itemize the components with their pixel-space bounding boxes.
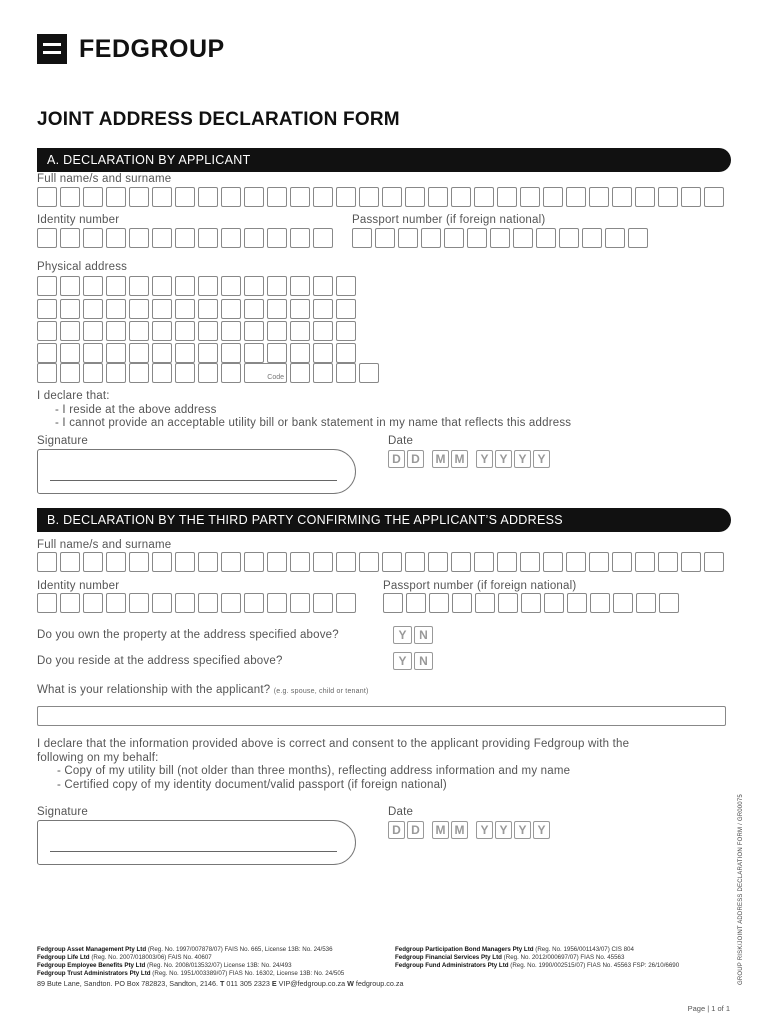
a-full-name-box[interactable] [267,187,287,207]
a-passport-box[interactable] [352,228,372,248]
a-address-box[interactable] [37,343,57,363]
a-identity-box[interactable] [175,228,195,248]
relationship-hint: (e.g. spouse, child or tenant) [273,688,369,695]
year-box[interactable]: Y [476,450,493,468]
b-identity-field[interactable] [37,593,359,613]
a-full-name-box[interactable] [635,187,655,207]
a-full-name-box[interactable] [221,187,241,207]
a-identity-box[interactable] [37,228,57,248]
a-passport-box[interactable] [536,228,556,248]
footer-phone[interactable]: 011 305 2323 [226,979,270,988]
a-address-box[interactable] [37,321,57,341]
b-date-label: Date [388,806,414,818]
a-full-name-box[interactable] [543,187,563,207]
b-full-name-box[interactable] [267,552,287,572]
b-full-name-box[interactable] [543,552,563,572]
a-passport-box[interactable] [398,228,418,248]
b-full-name-box[interactable] [681,552,701,572]
a-address-box[interactable] [313,276,333,296]
yes-box[interactable]: Y [393,626,412,644]
a-passport-box[interactable] [375,228,395,248]
b-full-name-box[interactable] [451,552,471,572]
b-full-name-box[interactable] [658,552,678,572]
a-identity-label: Identity number [37,214,120,226]
b-passport-box[interactable] [452,593,472,613]
b-declaration [37,738,629,792]
a-full-name-box[interactable] [152,187,172,207]
a-address-box[interactable] [106,321,126,341]
footer-right [395,946,679,970]
b-full-name-box[interactable] [359,552,379,572]
a-address-box[interactable] [60,276,80,296]
b-signature-label: Signature [37,806,89,818]
yes-box[interactable]: Y [393,652,412,670]
a-address-box[interactable] [267,299,287,319]
a-full-name-box[interactable] [612,187,632,207]
a-address-box[interactable] [129,321,149,341]
b-full-name-box[interactable] [405,552,425,572]
a-address-box[interactable] [83,276,103,296]
a-address-box[interactable] [198,321,218,341]
a-address-box[interactable] [37,363,57,383]
year-box[interactable]: Y [533,821,550,839]
a-passport-box[interactable] [559,228,579,248]
a-address-box[interactable] [129,276,149,296]
year-box[interactable]: Y [514,821,531,839]
a-address-box[interactable] [106,276,126,296]
b-full-name-box[interactable] [60,552,80,572]
footer-contact: 89 Bute Lane, Sandton. PO Box 782823, Sandton, 2146. T 011 305 2323 E VIP@fedgroup.co.za W fedgroup.co.za [37,979,404,988]
b-full-name-box[interactable] [290,552,310,572]
a-identity-box[interactable] [129,228,149,248]
b-relationship-input[interactable] [37,706,726,726]
a-address-box[interactable] [336,276,356,296]
a-address-row-5[interactable] [37,363,382,383]
b-full-name-box[interactable] [106,552,126,572]
a-identity-box[interactable] [267,228,287,248]
b-passport-box[interactable] [636,593,656,613]
a-full-name-box[interactable] [359,187,379,207]
a-full-name-box[interactable] [336,187,356,207]
a-identity-box[interactable] [83,228,103,248]
a-address-box[interactable] [129,343,149,363]
a-address-box[interactable] [37,299,57,319]
month-box[interactable]: M [451,450,468,468]
a-date-label: Date [388,435,414,447]
a-address-box[interactable] [83,299,103,319]
day-box[interactable]: D [388,450,405,468]
a-identity-box[interactable] [290,228,310,248]
a-code-digit-box[interactable] [336,363,356,383]
b-date-field[interactable] [388,821,552,839]
footer-email[interactable]: VIP@fedgroup.co.za [278,979,346,988]
b-full-name-box[interactable] [474,552,494,572]
a-passport-box[interactable] [605,228,625,248]
section-a-header: A. DECLARATION BY APPLICANT [37,148,731,172]
code-label: Code [267,374,284,381]
year-box[interactable]: Y [495,450,512,468]
a-full-name-box[interactable] [704,187,724,207]
b-declare-line-2: following on my behalf: [37,751,159,764]
a-passport-box[interactable] [421,228,441,248]
b-passport-box[interactable] [498,593,518,613]
a-address-box[interactable] [221,299,241,319]
b-full-name-box[interactable] [221,552,241,572]
signature-line [50,851,337,852]
signature-line [50,480,337,481]
b-full-name-box[interactable] [175,552,195,572]
a-address-box[interactable] [198,299,218,319]
a-full-name-box[interactable] [37,187,57,207]
a-address-box[interactable] [221,363,241,383]
fedgroup-logo [37,34,225,64]
b-full-name-box[interactable] [635,552,655,572]
a-address-box[interactable] [290,321,310,341]
b-full-name-box[interactable] [520,552,540,572]
a-full-name-box[interactable] [589,187,609,207]
a-code-box[interactable] [244,363,287,383]
footer-company: Fedgroup Trust Administrators Pty Ltd (Reg. No. 1951/003389/07) FIAS No. 16302, License 13B: No. 24/505 [37,970,345,977]
a-address-box[interactable] [106,363,126,383]
b-identity-box[interactable] [60,593,80,613]
footer-website[interactable]: fedgroup.co.za [355,979,404,988]
a-full-name-box[interactable] [497,187,517,207]
a-address-box[interactable] [336,299,356,319]
a-declaration [37,390,571,431]
day-box[interactable]: D [388,821,405,839]
a-address-box[interactable] [244,343,264,363]
a-passport-box[interactable] [467,228,487,248]
a-full-name-box[interactable] [60,187,80,207]
a-address-box[interactable] [267,276,287,296]
b-full-name-box[interactable] [83,552,103,572]
a-address-box[interactable] [244,276,264,296]
b-identity-box[interactable] [313,593,333,613]
a-passport-box[interactable] [490,228,510,248]
b-identity-box[interactable] [290,593,310,613]
b-full-name-box[interactable] [313,552,333,572]
a-code-digit-box[interactable] [359,363,379,383]
a-address-box[interactable] [290,299,310,319]
a-address-box[interactable] [175,321,195,341]
b-declare-item-1: - Copy of my utility bill (not older than three months), reflecting address information and my name [57,765,571,777]
b-passport-box[interactable] [544,593,564,613]
b-identity-box[interactable] [267,593,287,613]
a-full-name-box[interactable] [451,187,471,207]
a-full-name-box[interactable] [106,187,126,207]
a-identity-box[interactable] [152,228,172,248]
b-passport-box[interactable] [475,593,495,613]
a-address-box[interactable] [244,299,264,319]
a-address-row-4[interactable] [37,343,359,363]
a-identity-box[interactable] [198,228,218,248]
a-address-box[interactable] [336,343,356,363]
a-declare-intro: I declare that: [37,390,110,402]
a-full-name-box[interactable] [658,187,678,207]
a-address-box[interactable] [60,299,80,319]
a-passport-box[interactable] [628,228,648,248]
a-declare-item-2: - I cannot provide an acceptable utility bill or bank statement in my name that reflects this address [55,417,572,429]
a-address-box[interactable] [152,276,172,296]
b-identity-box[interactable] [221,593,241,613]
a-passport-box[interactable] [582,228,602,248]
b-passport-box[interactable] [567,593,587,613]
a-address-row-2[interactable] [37,299,359,319]
a-address-box[interactable] [129,299,149,319]
a-full-name-box[interactable] [382,187,402,207]
b-full-name-box[interactable] [612,552,632,572]
b-full-name-box[interactable] [152,552,172,572]
a-address-box[interactable] [198,363,218,383]
b-passport-box[interactable] [521,593,541,613]
b-identity-box[interactable] [37,593,57,613]
a-identity-box[interactable] [106,228,126,248]
a-address-box[interactable] [313,321,333,341]
b-identity-box[interactable] [106,593,126,613]
b-passport-box[interactable] [383,593,403,613]
b-passport-box[interactable] [613,593,633,613]
relationship-question-text: What is your relationship with the applicant? [37,684,271,696]
page-number: Page | 1 of 1 [687,1004,730,1013]
footer-company: Fedgroup Employee Benefits Pty Ltd (Reg. No. 2008/013532/07) License 13B: No. 24/493 [37,962,292,969]
b-passport-label: Passport number (if foreign national) [383,580,577,592]
a-address-box[interactable] [175,343,195,363]
a-address-row-1[interactable] [37,276,359,296]
b-declare-line-1: I declare that the information provided above is correct and consent to the applicant providing Fedgroup with the [37,738,630,750]
a-identity-box[interactable] [313,228,333,248]
a-address-box[interactable] [290,343,310,363]
form-reference: GROUP RISK/JOINT ADDRESS DECLARATION FORM / GR00075 [738,794,744,985]
a-code-digit-box[interactable] [290,363,310,383]
b-identity-box[interactable] [83,593,103,613]
b-full-name-box[interactable] [428,552,448,572]
footer-company: Fedgroup Financial Services Pty Ltd (Reg. No. 2012/000697/07) FIAS No. 45563 [395,954,625,961]
b-passport-box[interactable] [659,593,679,613]
a-full-name-box[interactable] [681,187,701,207]
b-passport-field[interactable] [383,593,682,613]
b-identity-box[interactable] [198,593,218,613]
b-identity-box[interactable] [152,593,172,613]
b-full-name-field[interactable] [37,552,727,572]
a-date-field[interactable] [388,450,552,468]
a-address-box[interactable] [60,321,80,341]
year-box[interactable]: Y [495,821,512,839]
b-full-name-box[interactable] [589,552,609,572]
a-full-name-label: Full name/s and surname [37,173,172,185]
a-identity-box[interactable] [244,228,264,248]
section-b-header: B. DECLARATION BY THE THIRD PARTY CONFIRMING THE APPLICANT’S ADDRESS [37,508,731,532]
a-signature-field[interactable] [37,449,356,494]
day-box[interactable]: D [407,450,424,468]
footer-company: Fedgroup Asset Management Pty Ltd (Reg. No. 1997/007878/07) FAIS No. 665, License 13B: No. 24/536 [37,946,333,953]
a-full-name-box[interactable] [244,187,264,207]
a-full-name-box[interactable] [428,187,448,207]
month-box[interactable]: M [451,821,468,839]
a-address-box[interactable] [106,343,126,363]
a-address-box[interactable] [290,276,310,296]
a-passport-field[interactable] [352,228,651,248]
a-address-box[interactable] [267,343,287,363]
a-address-box[interactable] [152,363,172,383]
a-address-box[interactable] [129,363,149,383]
a-address-box[interactable] [83,343,103,363]
a-address-box[interactable] [152,343,172,363]
b-own-yn[interactable] [393,626,435,644]
a-passport-label: Passport number (if foreign national) [352,214,546,226]
a-address-box[interactable] [37,276,57,296]
a-address-box[interactable] [152,321,172,341]
b-reside-question: Do you reside at the address specified above? [37,655,283,667]
brand-name: FEDGROUP [79,34,225,63]
a-full-name-box[interactable] [290,187,310,207]
a-address-box[interactable] [106,299,126,319]
form-title: JOINT ADDRESS DECLARATION FORM [37,109,400,130]
b-full-name-box[interactable] [129,552,149,572]
a-identity-box[interactable] [60,228,80,248]
b-full-name-box[interactable] [704,552,724,572]
footer-company: Fedgroup Fund Administrators Pty Ltd (Reg. No. 1990/002515/07) FIAS No. 45563 FSP: 26/10/6690 [395,962,680,969]
b-full-name-box[interactable] [566,552,586,572]
a-full-name-field[interactable] [37,187,727,207]
a-passport-box[interactable] [513,228,533,248]
a-address-box[interactable] [198,343,218,363]
a-full-name-box[interactable] [520,187,540,207]
a-full-name-box[interactable] [129,187,149,207]
footer-left [37,946,344,978]
b-full-name-box[interactable] [336,552,356,572]
a-full-name-box[interactable] [83,187,103,207]
a-identity-field[interactable] [37,228,336,248]
a-address-box[interactable] [175,363,195,383]
b-identity-box[interactable] [336,593,356,613]
a-address-box[interactable] [175,299,195,319]
a-address-box[interactable] [83,363,103,383]
a-declare-item-1: - I reside at the above address [55,403,217,416]
fedgroup-logo-icon [37,34,67,64]
a-signature-label: Signature [37,435,89,447]
b-passport-box[interactable] [429,593,449,613]
a-address-row-3[interactable] [37,321,359,341]
b-identity-box[interactable] [244,593,264,613]
a-full-name-box[interactable] [566,187,586,207]
a-full-name-box[interactable] [198,187,218,207]
a-address-box[interactable] [83,321,103,341]
a-address-box[interactable] [60,343,80,363]
year-box[interactable]: Y [514,450,531,468]
b-passport-box[interactable] [590,593,610,613]
b-identity-box[interactable] [175,593,195,613]
b-declare-item-2: - Certified copy of my identity document/valid passport (if foreign national) [57,778,447,791]
b-reside-yn[interactable] [393,652,435,670]
a-identity-box[interactable] [221,228,241,248]
b-full-name-box[interactable] [198,552,218,572]
year-box[interactable]: Y [476,821,493,839]
a-code-digit-box[interactable] [313,363,333,383]
a-physical-address-label: Physical address [37,261,128,273]
b-relationship-question [37,684,369,696]
b-full-name-box[interactable] [37,552,57,572]
a-address-box[interactable] [313,299,333,319]
b-own-question: Do you own the property at the address specified above? [37,629,339,641]
a-full-name-box[interactable] [175,187,195,207]
a-full-name-box[interactable] [405,187,425,207]
a-address-box[interactable] [336,321,356,341]
a-address-box[interactable] [175,276,195,296]
a-full-name-box[interactable] [313,187,333,207]
b-signature-field[interactable] [37,820,356,865]
a-address-box[interactable] [152,299,172,319]
b-full-name-box[interactable] [497,552,517,572]
b-identity-box[interactable] [129,593,149,613]
year-box[interactable]: Y [533,450,550,468]
day-box[interactable]: D [407,821,424,839]
b-full-name-box[interactable] [382,552,402,572]
b-identity-label: Identity number [37,580,120,592]
footer-company: Fedgroup Participation Bond Managers Pty Ltd (Reg. No. 1956/001143/07) CIS 804 [395,946,634,953]
a-address-box[interactable] [221,321,241,341]
a-address-box[interactable] [198,276,218,296]
footer-address: 89 Bute Lane, Sandton. PO Box 782823, Sandton, 2146. [37,979,219,988]
a-address-box[interactable] [244,321,264,341]
a-passport-box[interactable] [444,228,464,248]
month-box[interactable]: M [432,821,449,839]
a-address-box[interactable] [221,276,241,296]
a-address-box[interactable] [267,321,287,341]
no-box[interactable]: N [414,652,433,670]
footer-company: Fedgroup Life Ltd (Reg. No. 2007/018003/06) FAIS No. 40607 [37,954,212,961]
b-full-name-box[interactable] [244,552,264,572]
a-full-name-box[interactable] [474,187,494,207]
a-address-box[interactable] [221,343,241,363]
a-address-box[interactable] [60,363,80,383]
no-box[interactable]: N [414,626,433,644]
b-passport-box[interactable] [406,593,426,613]
a-address-box[interactable] [313,343,333,363]
month-box[interactable]: M [432,450,449,468]
b-full-name-label: Full name/s and surname [37,539,172,551]
